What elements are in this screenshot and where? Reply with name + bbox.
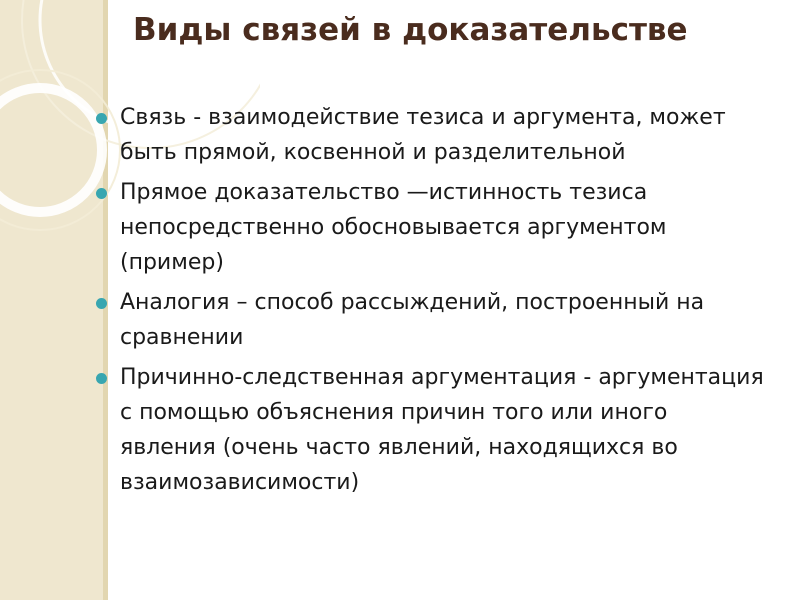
bullet-item	[96, 360, 766, 500]
bullet-item	[96, 100, 766, 170]
bullet-text: Аналогия – способ рассыждений, построенный на сравнении	[120, 290, 705, 350]
teal-dot-icon	[96, 373, 107, 384]
bullet-item	[96, 175, 766, 280]
bullet-text: Прямое доказательство —истинность тезиса непосредственно обосновывается аргументом (пример)	[120, 180, 667, 275]
teal-dot-icon	[96, 113, 107, 124]
bullet-text: Причинно-следственная аргументация - аргументация с помощью объяснения причин того или иного явления (очень часто явлений, находящихся во взаимозависимости)	[120, 365, 764, 495]
left-decorative-band	[0, 0, 103, 600]
teal-dot-icon	[96, 298, 107, 309]
bullet-list	[96, 100, 766, 505]
teal-dot-icon	[96, 188, 107, 199]
bullet-text: Связь - взаимодействие тезиса и аргумента, может быть прямой, косвенной и разделительной	[120, 105, 726, 165]
slide-title: Виды связей в доказательстве	[133, 12, 688, 48]
bullet-item	[96, 285, 766, 355]
